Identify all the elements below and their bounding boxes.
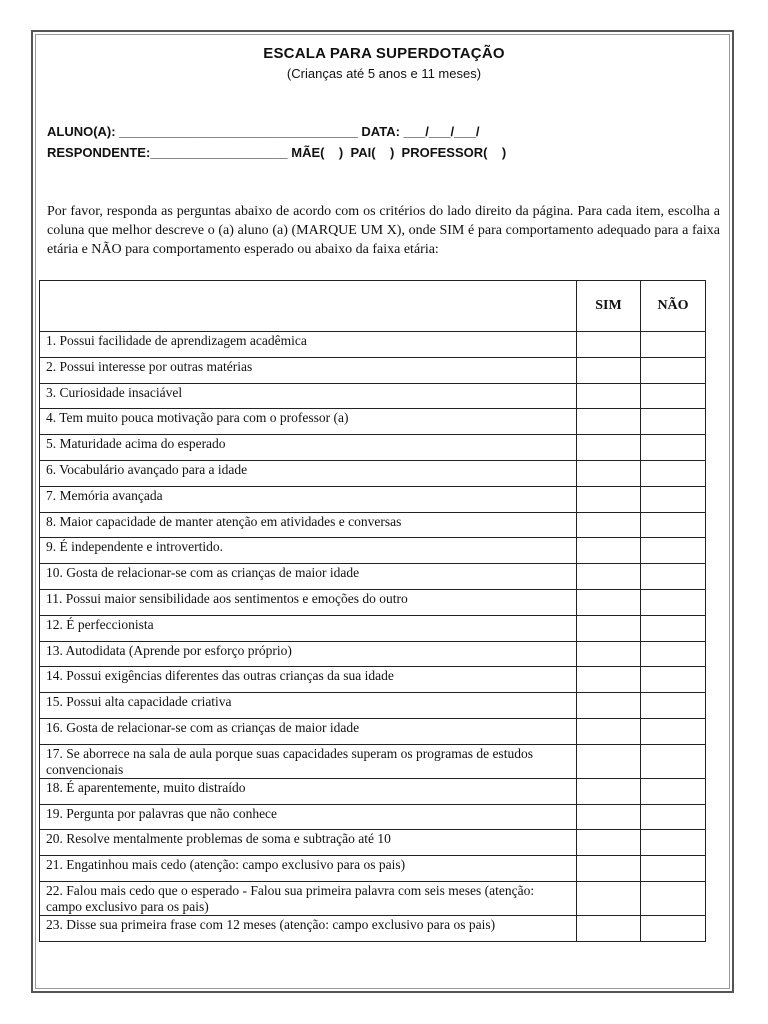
question-text: 19. Pergunta por palavras que não conhece xyxy=(40,804,577,830)
table-row xyxy=(40,641,706,667)
table-row xyxy=(40,718,706,744)
table-row xyxy=(40,512,706,538)
question-text: 2. Possui interesse por outras matérias xyxy=(40,357,577,383)
question-text: 23. Disse sua primeira frase com 12 meses (atenção: campo exclusivo para os pais) xyxy=(40,915,577,941)
sim-checkbox-cell[interactable] xyxy=(577,435,641,461)
table-row xyxy=(40,693,706,719)
table-row xyxy=(40,667,706,693)
sim-checkbox-cell[interactable] xyxy=(577,856,641,882)
sim-checkbox-cell[interactable] xyxy=(577,615,641,641)
question-text: 16. Gosta de relacionar-se com as crianças de maior idade xyxy=(40,718,577,744)
nao-checkbox-cell[interactable] xyxy=(641,564,706,590)
question-text: 18. É aparentemente, muito distraído xyxy=(40,778,577,804)
nao-checkbox-cell[interactable] xyxy=(641,512,706,538)
sim-checkbox-cell[interactable] xyxy=(577,512,641,538)
document-title: ESCALA PARA SUPERDOTAÇÃO xyxy=(263,45,505,62)
nao-checkbox-cell[interactable] xyxy=(641,830,706,856)
sim-checkbox-cell[interactable] xyxy=(577,538,641,564)
nao-checkbox-cell[interactable] xyxy=(641,881,706,915)
nao-checkbox-cell[interactable] xyxy=(641,383,706,409)
nao-checkbox-cell[interactable] xyxy=(641,718,706,744)
table-header-row xyxy=(40,281,706,332)
sim-checkbox-cell[interactable] xyxy=(577,718,641,744)
question-text: 4. Tem muito pouca motivação para com o professor (a) xyxy=(40,409,577,435)
question-text: 17. Se aborrece na sala de aula porque suas capacidades superam os programas de estudos convencionais xyxy=(40,744,577,778)
document-subtitle: (Crianças até 5 anos e 11 meses) xyxy=(286,66,482,81)
item-column-header xyxy=(40,281,577,332)
table-row xyxy=(40,409,706,435)
sim-checkbox-cell[interactable] xyxy=(577,881,641,915)
table-row xyxy=(40,486,706,512)
respondent-line[interactable]: RESPONDENTE:___________________ MÃE( ) PAI( ) PROFESSOR( ) xyxy=(47,145,507,160)
student-date-line[interactable]: ALUNO(A): _________________________________ DATA: ___/___/___/ xyxy=(47,124,480,139)
sim-checkbox-cell[interactable] xyxy=(577,589,641,615)
table-row xyxy=(40,915,706,941)
nao-checkbox-cell[interactable] xyxy=(641,641,706,667)
sim-checkbox-cell[interactable] xyxy=(577,744,641,778)
question-text: 22. Falou mais cedo que o esperado - Falou sua primeira palavra com seis meses (atenção: campo exclusivo para os pais) xyxy=(40,881,577,915)
table-row xyxy=(40,383,706,409)
nao-checkbox-cell[interactable] xyxy=(641,915,706,941)
table-row xyxy=(40,589,706,615)
instructions-paragraph: Por favor, responda as perguntas abaixo de acordo com os critérios do lado direito da página. Para cada item, escolha a coluna que melhor descreve o (a) aluno (a) (MARQUE UM X), onde SIM é para comportamento adequado para a faixa etária e NÃO para comportamento esperado ou abaixo da faixa etária: xyxy=(47,204,720,257)
sim-checkbox-cell[interactable] xyxy=(577,915,641,941)
question-text: 1. Possui facilidade de aprendizagem acadêmica xyxy=(40,332,577,358)
nao-checkbox-cell[interactable] xyxy=(641,486,706,512)
sim-checkbox-cell[interactable] xyxy=(577,486,641,512)
sim-checkbox-cell[interactable] xyxy=(577,830,641,856)
nao-column-header: NÃO xyxy=(641,281,706,332)
question-text: 8. Maior capacidade de manter atenção em atividades e conversas xyxy=(40,512,577,538)
sim-checkbox-cell[interactable] xyxy=(577,778,641,804)
nao-checkbox-cell[interactable] xyxy=(641,357,706,383)
screening-table xyxy=(39,280,706,942)
question-text: 20. Resolve mentalmente problemas de soma e subtração até 10 xyxy=(40,830,577,856)
table-row xyxy=(40,804,706,830)
table-row xyxy=(40,744,706,778)
question-text: 14. Possui exigências diferentes das outras crianças da sua idade xyxy=(40,667,577,693)
table-row xyxy=(40,357,706,383)
sim-checkbox-cell[interactable] xyxy=(577,332,641,358)
nao-checkbox-cell[interactable] xyxy=(641,744,706,778)
table-row xyxy=(40,856,706,882)
nao-checkbox-cell[interactable] xyxy=(641,667,706,693)
question-text: 3. Curiosidade insaciável xyxy=(40,383,577,409)
table-row xyxy=(40,564,706,590)
sim-checkbox-cell[interactable] xyxy=(577,667,641,693)
question-text: 5. Maturidade acima do esperado xyxy=(40,435,577,461)
question-text: 10. Gosta de relacionar-se com as crianças de maior idade xyxy=(40,564,577,590)
question-text: 7. Memória avançada xyxy=(40,486,577,512)
nao-checkbox-cell[interactable] xyxy=(641,538,706,564)
table-body xyxy=(40,332,706,942)
table-row xyxy=(40,778,706,804)
table-row xyxy=(40,435,706,461)
nao-checkbox-cell[interactable] xyxy=(641,615,706,641)
nao-checkbox-cell[interactable] xyxy=(641,804,706,830)
question-text: 6. Vocabulário avançado para a idade xyxy=(40,460,577,486)
nao-checkbox-cell[interactable] xyxy=(641,435,706,461)
question-text: 9. É independente e introvertido. xyxy=(40,538,577,564)
nao-checkbox-cell[interactable] xyxy=(641,778,706,804)
nao-checkbox-cell[interactable] xyxy=(641,460,706,486)
sim-checkbox-cell[interactable] xyxy=(577,641,641,667)
nao-checkbox-cell[interactable] xyxy=(641,856,706,882)
table-row xyxy=(40,881,706,915)
sim-checkbox-cell[interactable] xyxy=(577,564,641,590)
sim-checkbox-cell[interactable] xyxy=(577,804,641,830)
table-row xyxy=(40,538,706,564)
question-text: 13. Autodidata (Aprende por esforço próprio) xyxy=(40,641,577,667)
sim-checkbox-cell[interactable] xyxy=(577,357,641,383)
question-text: 21. Engatinhou mais cedo (atenção: campo exclusivo para os pais) xyxy=(40,856,577,882)
nao-checkbox-cell[interactable] xyxy=(641,409,706,435)
sim-column-header: SIM xyxy=(577,281,641,332)
nao-checkbox-cell[interactable] xyxy=(641,589,706,615)
nao-checkbox-cell[interactable] xyxy=(641,332,706,358)
table-row xyxy=(40,615,706,641)
table-row xyxy=(40,830,706,856)
sim-checkbox-cell[interactable] xyxy=(577,460,641,486)
question-text: 12. É perfeccionista xyxy=(40,615,577,641)
nao-checkbox-cell[interactable] xyxy=(641,693,706,719)
table-row xyxy=(40,460,706,486)
question-text: 11. Possui maior sensibilidade aos sentimentos e emoções do outro xyxy=(40,589,577,615)
sim-checkbox-cell[interactable] xyxy=(577,693,641,719)
sim-checkbox-cell[interactable] xyxy=(577,383,641,409)
table-row xyxy=(40,332,706,358)
sim-checkbox-cell[interactable] xyxy=(577,409,641,435)
question-text: 15. Possui alta capacidade criativa xyxy=(40,693,577,719)
